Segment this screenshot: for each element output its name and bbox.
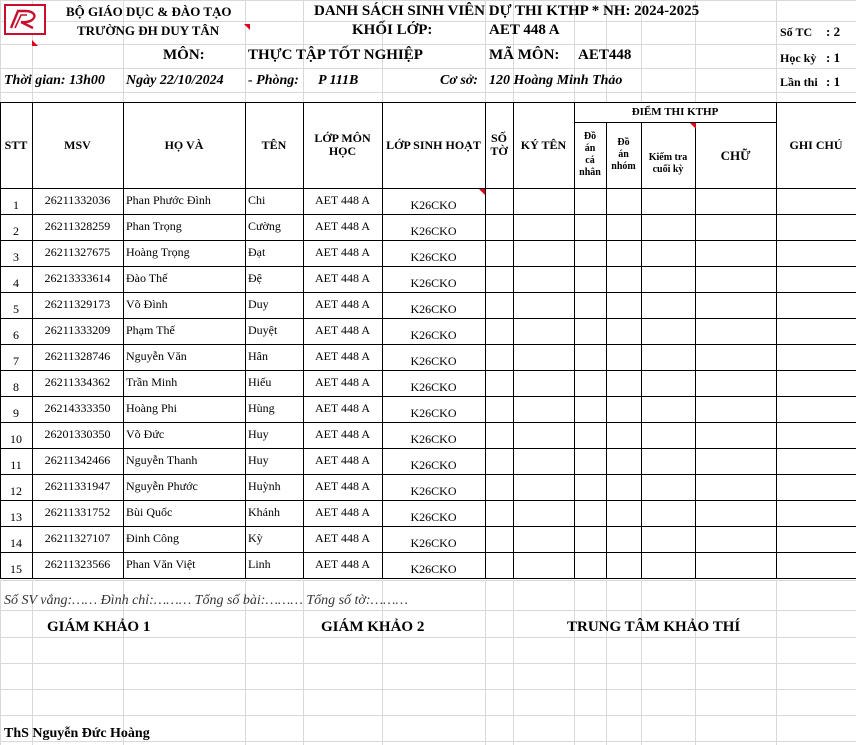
- cell-lop-mh: AET 448 A: [314, 349, 371, 363]
- ma-mon-value: AET448: [578, 47, 632, 63]
- signer-name: ThS Nguyễn Đức Hoàng: [4, 726, 150, 741]
- cell-ten: Huy: [248, 453, 269, 467]
- campus-value: 120 Hoàng Minh Thảo: [489, 73, 623, 88]
- col-header-kiem-tra: Kiểm tra cuối kỳ: [648, 152, 688, 175]
- col-header-chu: CHỮ: [720, 147, 751, 163]
- cell-stt: 15: [10, 562, 22, 576]
- cell-ten: Duy: [248, 297, 269, 311]
- exam-time: Thời gian: 13h00: [4, 73, 105, 88]
- cell-lop-sh: K26CKO: [410, 406, 457, 420]
- cell-msv: 26211328746: [44, 349, 111, 363]
- cell-ten: Huy: [248, 427, 269, 441]
- cell-stt: 7: [13, 354, 19, 368]
- cell-stt: 10: [10, 432, 22, 446]
- col-header-do-an-ca-nhan: Đồ án cá nhân: [579, 131, 601, 178]
- cell-lop-sh: K26CKO: [410, 432, 457, 446]
- examiner-2-label: GIÁM KHẢO 2: [321, 619, 425, 635]
- cell-msv: 26211332036: [44, 193, 111, 207]
- comment-marker: [244, 24, 250, 30]
- lan-thi-value: : 1: [826, 74, 841, 89]
- exam-date: Ngày 22/10/2024: [126, 73, 224, 88]
- cell-lop-mh: AET 448 A: [314, 505, 371, 519]
- cell-lop-sh: K26CKO: [410, 198, 457, 212]
- cell-lop-sh: K26CKO: [410, 250, 457, 264]
- cell-ten: Đệ: [248, 271, 262, 285]
- cell-stt: 4: [13, 276, 19, 290]
- cell-lop-mh: AET 448 A: [314, 557, 371, 571]
- cell-lop-mh: AET 448 A: [314, 193, 371, 207]
- cell-msv: 26211323566: [44, 557, 111, 571]
- cell-msv: 26211327675: [44, 245, 111, 259]
- cell-ho: Võ Đức: [126, 427, 165, 441]
- cell-lop-sh: K26CKO: [410, 354, 457, 368]
- cell-ho: Võ Đình: [126, 297, 168, 311]
- khoi-lop-value: AET 448 A: [489, 22, 560, 38]
- campus-label: Cơ sở:: [440, 73, 478, 88]
- cell-lop-mh: AET 448 A: [314, 297, 371, 311]
- cell-msv: 26211342466: [44, 453, 111, 467]
- cell-ten: Linh: [248, 557, 271, 571]
- cell-lop-mh: AET 448 A: [314, 219, 371, 233]
- cell-lop-sh: K26CKO: [410, 562, 457, 576]
- cell-ho: Phạm Thế: [126, 323, 175, 337]
- cell-ho: Phan Phước Đình: [126, 193, 211, 207]
- cell-ten: Chi: [248, 193, 266, 207]
- cell-stt: 11: [10, 458, 22, 472]
- cell-lop-mh: AET 448 A: [314, 531, 371, 545]
- room-label: - Phòng:: [248, 73, 299, 88]
- cell-stt: 13: [10, 510, 22, 524]
- ministry-name: BỘ GIÁO DỤC & ĐÀO TẠO: [66, 4, 232, 19]
- comment-marker: [479, 189, 485, 195]
- so-tc-label: Số TC: [780, 25, 813, 39]
- cell-lop-mh: AET 448 A: [314, 375, 371, 389]
- cell-msv: 26214333350: [44, 401, 111, 415]
- cell-msv: 26211328259: [44, 219, 111, 233]
- cell-stt: 5: [13, 302, 19, 316]
- ma-mon-label: MÃ MÔN:: [489, 47, 560, 63]
- comment-marker: [32, 40, 38, 46]
- cell-lop-mh: AET 448 A: [314, 323, 371, 337]
- col-header-do-an-nhom: Đồ án nhóm: [611, 137, 636, 172]
- col-header-so-to: SỐ TỜ: [490, 131, 508, 158]
- cell-stt: 9: [13, 406, 19, 420]
- col-header-ten: TÊN: [261, 137, 287, 152]
- cell-stt: 12: [10, 484, 22, 498]
- cell-msv: 26211333209: [44, 323, 111, 337]
- col-header-stt: STT: [4, 137, 28, 152]
- cell-ten: Duyệt: [248, 323, 278, 337]
- so-tc-value: : 2: [826, 24, 841, 39]
- summary-line: Số SV vắng:…… Đình chỉ:……… Tổng số bài:……… Tổng số tờ:………: [4, 593, 408, 608]
- cell-lop-sh: K26CKO: [410, 484, 457, 498]
- cell-stt: 14: [10, 536, 22, 550]
- cell-stt: 3: [13, 250, 19, 264]
- cell-ho: Bùi Quốc: [126, 505, 173, 519]
- cell-lop-mh: AET 448 A: [314, 427, 371, 441]
- cell-ho: Đinh Công: [126, 531, 180, 545]
- cell-ho: Đào Thế: [126, 271, 168, 285]
- col-header-msv: MSV: [64, 137, 91, 152]
- cell-lop-mh: AET 448 A: [314, 245, 371, 259]
- cell-lop-sh: K26CKO: [410, 458, 457, 472]
- cell-ten: Khánh: [248, 505, 280, 519]
- cell-ten: Hùng: [248, 401, 275, 415]
- exam-center-label: TRUNG TÂM KHẢO THÍ: [567, 619, 741, 635]
- cell-ho: Trần Minh: [126, 375, 178, 389]
- cell-lop-mh: AET 448 A: [314, 271, 371, 285]
- cell-stt: 6: [13, 328, 19, 342]
- col-header-ho-va: HỌ VÀ: [164, 137, 204, 152]
- cell-ho: Phan Văn Việt: [126, 557, 196, 571]
- cell-msv: 26201330350: [44, 427, 111, 441]
- khoi-lop-label: KHỐI LỚP:: [352, 22, 433, 38]
- cell-msv: 26211327107: [44, 531, 111, 545]
- cell-stt: 8: [13, 380, 19, 394]
- cell-ten: Cường: [248, 219, 281, 233]
- cell-lop-sh: K26CKO: [410, 276, 457, 290]
- cell-stt: 2: [13, 224, 19, 238]
- room-value: P 111B: [318, 73, 359, 88]
- col-header-ghi-chu: GHI CHÚ: [789, 137, 843, 152]
- cell-lop-sh: K26CKO: [410, 380, 457, 394]
- cell-ten: Hân: [248, 349, 268, 363]
- mon-value: THỰC TẬP TỐT NGHIỆP: [248, 47, 423, 63]
- cell-lop-mh: AET 448 A: [314, 453, 371, 467]
- hoc-ky-value: : 1: [826, 50, 841, 65]
- document-title: DANH SÁCH SINH VIÊN DỰ THI KTHP * NH: 2024-2025: [314, 3, 700, 19]
- cell-msv: 26211331947: [44, 479, 111, 493]
- cell-ho: Nguyễn Phước: [126, 479, 198, 493]
- cell-lop-sh: K26CKO: [410, 224, 457, 238]
- cell-ten: Đạt: [248, 245, 266, 259]
- cell-msv: 26211334362: [44, 375, 111, 389]
- cell-ho: Nguyễn Thanh: [126, 453, 198, 467]
- cell-ho: Hoàng Trọng: [126, 245, 190, 259]
- mon-label: MÔN:: [163, 47, 205, 63]
- col-header-diem-thi: ĐIỂM THI KTHP: [631, 105, 719, 118]
- cell-lop-sh: K26CKO: [410, 510, 457, 524]
- col-header-lop-sinh-hoat: LỚP SINH HOẠT: [386, 137, 481, 152]
- cell-lop-mh: AET 448 A: [314, 479, 371, 493]
- university-name: TRƯỜNG ĐH DUY TÂN: [77, 23, 220, 38]
- cell-msv: 26211329173: [44, 297, 111, 311]
- cell-lop-sh: K26CKO: [410, 536, 457, 550]
- cell-stt: 1: [13, 198, 19, 212]
- cell-msv: 26213333614: [44, 271, 111, 285]
- lan-thi-label: Lần thi: [780, 75, 818, 89]
- comment-marker: [690, 123, 696, 129]
- cell-ho: Hoàng Phi: [126, 401, 177, 415]
- cell-ten: Kỳ: [248, 531, 263, 545]
- university-logo-icon: [4, 4, 46, 35]
- cell-ho: Nguyễn Văn: [126, 349, 187, 363]
- cell-ten: Hiếu: [248, 375, 272, 389]
- cell-lop-mh: AET 448 A: [314, 401, 371, 415]
- col-header-lop-mon-hoc: LỚP MÔN HỌC: [314, 131, 371, 158]
- cell-ho: Phan Trọng: [126, 219, 182, 233]
- cell-lop-sh: K26CKO: [410, 328, 457, 342]
- cell-lop-sh: K26CKO: [410, 302, 457, 316]
- examiner-1-label: GIÁM KHẢO 1: [47, 619, 151, 635]
- cell-ten: Huỳnh: [248, 479, 281, 493]
- col-header-ky-ten: KÝ TÊN: [520, 137, 567, 152]
- hoc-ky-label: Học kỳ: [780, 51, 817, 65]
- cell-msv: 26211331752: [44, 505, 111, 519]
